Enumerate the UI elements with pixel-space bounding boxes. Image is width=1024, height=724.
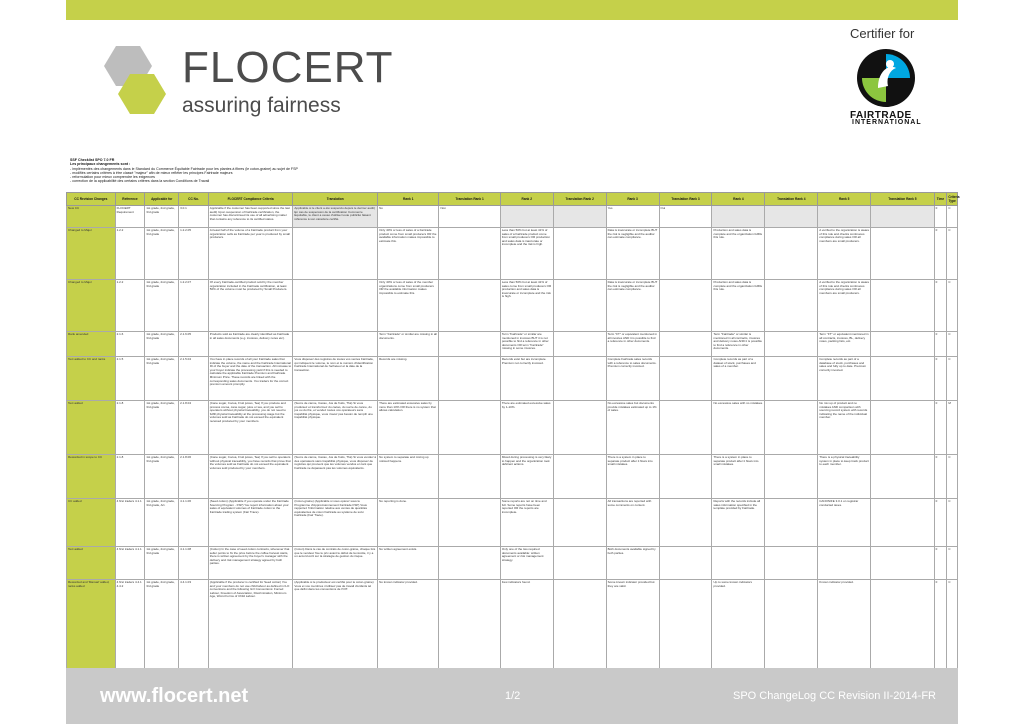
table-cell-app: 1st grade, 2nd grade, 3rd grade bbox=[145, 280, 179, 332]
table-cell-tr3 bbox=[659, 280, 712, 332]
table-cell-no: 4.1.1.08 bbox=[179, 547, 209, 580]
table-cell-r2 bbox=[500, 206, 553, 228]
table-cell-tr4 bbox=[765, 455, 818, 499]
table-cell-change: Reworded in scope to CC bbox=[67, 455, 116, 499]
column-header: Translation Rank 1 bbox=[439, 193, 500, 206]
column-header: Rank 1 bbox=[378, 193, 439, 206]
table-cell-time: 0 bbox=[934, 547, 947, 580]
table-cell-type: C bbox=[947, 206, 958, 228]
table-cell-r1: No known indicator provided. bbox=[378, 580, 439, 670]
column-header: Translation Rank 4 bbox=[765, 193, 818, 206]
table-cell-tr1 bbox=[439, 357, 500, 401]
table-cell-tr5 bbox=[871, 499, 934, 547]
table-cell-no: 2.1.8.04 bbox=[179, 401, 209, 455]
table-cell-r2: Less than 50% but at least 41% of sales come from small producers OR production and sales data is inaccurate or incomplete and the risk is high. bbox=[500, 280, 553, 332]
table-cell-app: 1st grade, 2nd grade, 3rd grade bbox=[145, 547, 179, 580]
table-cell-r4: Production and sales data is complete and the organization fulfills this rule. bbox=[712, 228, 765, 280]
table-cell-r4: Reports with the records include all sales information specified in the template provided by Fairtrade. bbox=[712, 499, 765, 547]
table-cell-change: Text added bbox=[67, 547, 116, 580]
table-cell-no: 4.1.1.06 bbox=[179, 499, 209, 547]
table-cell-tr bbox=[293, 280, 378, 332]
table-cell-r4: Complete records as part of a dataset of stock, purchases and sales of a member. bbox=[712, 357, 765, 401]
table-cell-tr4 bbox=[765, 228, 818, 280]
table-cell-app: 1st grade, 2nd grade, 3rd grade bbox=[145, 332, 179, 357]
table-cell-r4: Term "Fairtrade" or similar is mentioned in all contracts, invoices and delivery notes AND it is possible to find a reference in other documents. bbox=[712, 332, 765, 357]
table-cell-tr bbox=[293, 228, 378, 280]
table-cell-time: 0 bbox=[934, 332, 947, 357]
flocert-logo bbox=[96, 40, 394, 120]
table-cell-time: 0 bbox=[934, 280, 947, 332]
table-cell-no: 1.2.2.05 bbox=[179, 228, 209, 280]
table-cell-tr2 bbox=[553, 228, 606, 280]
table-cell-tr3 bbox=[659, 401, 712, 455]
intro-line: SSF Checklist SPO 7.0 FR bbox=[70, 158, 115, 162]
table-cell-tr1 bbox=[439, 580, 500, 670]
table-cell-r3: No excessive sales but documents provide mistakes estimated up to 1% of sales. bbox=[606, 401, 659, 455]
table-cell-tr3 bbox=[659, 580, 712, 670]
table-cell-r2: Less than 50% but at least 41% of sales of a Fairtrade product come from small producers OR production and sales data is inaccurate or incomplete and the risk is high. bbox=[500, 228, 553, 280]
column-header: Translation Rank 2 bbox=[553, 193, 606, 206]
fairtrade-sub: INTERNATIONAL bbox=[852, 119, 922, 126]
flocert-logo-icon bbox=[96, 40, 176, 120]
certifier-label: Certifier for bbox=[850, 26, 915, 41]
table-cell-tr5 bbox=[871, 206, 934, 228]
intro-line: - modifiés certains critères à être classé "majeur" afin de mieux refléter les principes Fairtrade majeurs bbox=[70, 170, 233, 175]
table-cell-r3: Some known indicator provided but they are valid. bbox=[606, 580, 659, 670]
table-cell-change: Reworded and 'Manual' added, ranks added bbox=[67, 580, 116, 670]
table-cell-cc: (Seed cotton) (Applicable if you operate under the Fairtrade Sourcing Program - FSP) You report information about your sales of equivalent volumes of Fairtrade cotton to the Fairtrade trading system (Fair Trace). bbox=[208, 499, 293, 547]
table-cell-change: Changed to Major bbox=[67, 280, 116, 332]
table-cell-type: C bbox=[947, 228, 958, 280]
fairtrade-name: FAIRTRADE bbox=[850, 110, 912, 121]
table-cell-ref: 1.2.2 bbox=[115, 228, 145, 280]
intro-line: - correction de la applicabilité des certains critères dans la section Conditions de Travail bbox=[70, 179, 210, 184]
table-cell-tr1 bbox=[439, 547, 500, 580]
table-cell-tr5 bbox=[871, 401, 934, 455]
column-header: CC Revision Changes bbox=[67, 193, 116, 206]
column-header: Rank 5 bbox=[818, 193, 871, 206]
table-cell-tr3 bbox=[659, 455, 712, 499]
table-cell-tr4 bbox=[765, 357, 818, 401]
table-cell-r4: No excessive sales with no mistakes. bbox=[712, 401, 765, 455]
table-cell-no: 4.4.1.03 bbox=[179, 580, 209, 670]
table-cell-r5: Complete records as part of a database of stock, purchases and sales and fully up to date. Premium correctly invoiced. bbox=[818, 357, 871, 401]
table-cell-cc: (Cane sugar, Cocoa, Fruit juices, Tea) If you produce and process cocoa, cane sugar, juice or tea, and you sell to operators without physical traceability, you do not need to fulfill physical traceability at the processing stage but the volumes sold as Fairtrade do not exceed the equivalent received produced by your members. bbox=[208, 401, 293, 455]
table-cell-change: Text added bbox=[67, 401, 116, 455]
table-cell-r1: No reporting is done. bbox=[378, 499, 439, 547]
table-cell-tr5 bbox=[871, 357, 934, 401]
table-cell-tr4 bbox=[765, 580, 818, 670]
table-cell-tr5 bbox=[871, 332, 934, 357]
table-cell-r2: Mixed during processing is very likely to happen and the organization took deficient actions. bbox=[500, 455, 553, 499]
table-cell-change: Changed to Major bbox=[67, 228, 116, 280]
table-cell-ref: 2.1.8 bbox=[115, 455, 145, 499]
table-cell-tr5 bbox=[871, 228, 934, 280]
table-row bbox=[67, 547, 958, 580]
table-cell-cc: (Applicable if the producer is certified for Seed cotton) You and your members do not use child labour as defined in ILO conventions and the following ILO Conventions: Forced Labour, Freedom of Association, Discrimination, Minimum Age, Worst Forms of Child Labour. bbox=[208, 580, 293, 670]
table-cell-tr: (Coton-graine) (Applicable si vous opérez sous le Programme d'Approvisionnement Fairtrade FSP) Vous rapportez l'information relative aux ventes de quantités équivalentes de coton Fairtrade au système de suivi Fairtrade (Fair Trace). bbox=[293, 499, 378, 547]
table-cell-r3: Term "FT" or equivalent mentioned in all invoices AND it is possible to find a reference in other documents. bbox=[606, 332, 659, 357]
changelog-table bbox=[66, 192, 958, 682]
column-header: Criteria Type bbox=[947, 193, 958, 206]
intro-line: - implémentés des changements dans le Standard du Commerce Équitable Fairtrade pour les plantes à fibres (le coton-graine) au sujet de FSP bbox=[70, 166, 298, 171]
intro-line: - reformulation pour mieux comprendre les exigences bbox=[70, 175, 155, 180]
table-cell-type: M bbox=[947, 401, 958, 455]
table-cell-tr3 bbox=[659, 547, 712, 580]
table-cell-change: New CC bbox=[67, 206, 116, 228]
table-cell-ref: 4 first traders 4.4.1 4.4.2 bbox=[115, 580, 145, 670]
table-cell-r5: A verified to the organization is aware of this rule and checks continuous compliance during sales OR all members are small producers. bbox=[818, 228, 871, 280]
table-cell-app: 1st grade, 2nd grade, 3rd grade bbox=[145, 455, 179, 499]
table-cell-type: C bbox=[947, 580, 958, 670]
table-cell-tr4 bbox=[765, 547, 818, 580]
table-cell-r1: No system to separate and mixing up noticed happens. bbox=[378, 455, 439, 499]
table-cell-tr3: Oui bbox=[659, 206, 712, 228]
column-header: Rank 3 bbox=[606, 193, 659, 206]
table-cell-r3: There is a system in place to separate product after it flows into small mistakes. bbox=[606, 455, 659, 499]
table-cell-tr2 bbox=[553, 401, 606, 455]
table-cell-tr1 bbox=[439, 401, 500, 455]
table-cell-r1: No written agreement exists. bbox=[378, 547, 439, 580]
table-cell-tr4 bbox=[765, 280, 818, 332]
table-cell-ref: 1.2.2 bbox=[115, 280, 145, 332]
table-cell-cc: (Cotton) In the case of seed cotton contracts, whenever that seller points to fix the price before the coffee harvest starts, there is written agreement by the buyer's manager with the delivery and risk management strategy agreed by both parties. bbox=[208, 547, 293, 580]
column-header: Reference bbox=[115, 193, 145, 206]
table-cell-time: 0 bbox=[934, 499, 947, 547]
table-cell-tr5 bbox=[871, 547, 934, 580]
table-cell-tr1: Non bbox=[439, 206, 500, 228]
table-cell-type: C bbox=[947, 357, 958, 401]
table-cell-app: 1st grade, 2nd grade, 3rd grade, Art. bbox=[145, 499, 179, 547]
table-cell-time: 0 bbox=[934, 401, 947, 455]
table-row bbox=[67, 206, 958, 228]
table-cell-app: 1st grade, 2nd grade, 3rd grade bbox=[145, 357, 179, 401]
table-cell-r2: There are estimated excessive sales by 1-10%. bbox=[500, 401, 553, 455]
column-header: Translation Rank 3 bbox=[659, 193, 712, 206]
table-cell-tr1 bbox=[439, 332, 500, 357]
column-header: CC No. bbox=[179, 193, 209, 206]
table-cell-r3: Yes bbox=[606, 206, 659, 228]
table-row bbox=[67, 357, 958, 401]
table-cell-tr4 bbox=[765, 332, 818, 357]
table-cell-tr bbox=[293, 332, 378, 357]
table-cell-r2: Some reports are not on time and full. Some reports have been reported OR the reports are incomplete. bbox=[500, 499, 553, 547]
table-cell-r5: CANONIFE 3.0.1 on registrar conducted taxes. bbox=[818, 499, 871, 547]
table-cell-r4: Up to some known indicators provided. bbox=[712, 580, 765, 670]
table-cell-r1: Only 40% or less of sales of a Fairtrade product come from small producers OR the available information makes impossible to estimate this. bbox=[378, 228, 439, 280]
table-cell-tr2 bbox=[553, 455, 606, 499]
table-cell-type: C bbox=[947, 455, 958, 499]
column-header: Applicable for bbox=[145, 193, 179, 206]
table-cell-r2: Only one of the two required documents available: written agreement or risk management strategy. bbox=[500, 547, 553, 580]
table-cell-time: 0 bbox=[934, 357, 947, 401]
column-header: Rank 2 bbox=[500, 193, 553, 206]
table-cell-tr1 bbox=[439, 455, 500, 499]
table-cell-tr1 bbox=[439, 228, 500, 280]
table-cell-tr2 bbox=[553, 332, 606, 357]
table-cell-type: C bbox=[947, 499, 958, 547]
table-cell-no: 2.1.6.05 bbox=[179, 332, 209, 357]
table-cell-tr3 bbox=[659, 228, 712, 280]
brand-tagline: assuring fairness bbox=[182, 94, 341, 117]
table-cell-type: C bbox=[947, 547, 958, 580]
table-cell-tr: (Sucre de canne, Cacao, Jus de fruits, Thé) Si vous produisez et transformez du cacao, du sucre de canne, du jus ou du thé, et vendez toutes vos opérateurs sans traçabilité physique, vous n'avez pas besoin de remplir une traçabilité physique. bbox=[293, 401, 378, 455]
table-cell-tr: Vous disposez des registres de toutes vos ventes Fairtrade, qui indiquent le volume, le nom et le numéro d'identification Fairtrade International de l'acheteur et la date de la transaction. bbox=[293, 357, 378, 401]
page-number: 1/2 bbox=[505, 690, 521, 702]
table-cell-app: 1st grade, 2nd grade, 3rd grade bbox=[145, 580, 179, 670]
table-cell-tr4 bbox=[765, 499, 818, 547]
document-reference: SPO ChangeLog CC Revision II-2014-FR bbox=[733, 690, 936, 702]
table-cell-tr4 bbox=[765, 206, 818, 228]
table-cell-tr: Applicable si le client a été suspendu depuis le dernier audit) En cas de suspension de la certification Commerce Équitable, le client a cessé d'utiliser toute publicité faisant référence à son caractère certifié. bbox=[293, 206, 378, 228]
table-cell-type: C bbox=[947, 280, 958, 332]
column-header: Translation bbox=[293, 193, 378, 206]
table-cell-time: 0 bbox=[934, 228, 947, 280]
table-cell-time: 0 bbox=[934, 580, 947, 670]
table-cell-tr2 bbox=[553, 357, 606, 401]
brand-name: FLOCERT bbox=[182, 43, 394, 92]
column-header: Time bbox=[934, 193, 947, 206]
table-cell-r3: Complete Fairtrade sales records with a reference to sales documents. Premium correctly invoiced. bbox=[606, 357, 659, 401]
table-cell-r1: Term "Fairtrade" or similar are missing in all documents. bbox=[378, 332, 439, 357]
table-cell-tr4 bbox=[765, 401, 818, 455]
table-cell-tr: (Sucre de canne, Cacao, Jus de fruits, Thé) Si vous vendez à des opérateurs sans traçabilité physique, vous disposez de registres qui prouvent que les volumes vendus en tant que Fairtrade ne dépassent pas les volumes équivalents. bbox=[293, 455, 378, 499]
table-cell-tr2 bbox=[553, 280, 606, 332]
table-cell-change: Rank amended bbox=[67, 332, 116, 357]
fairtrade-mark-icon bbox=[856, 48, 916, 108]
table-cell-ref: FLOCERT Requirement bbox=[115, 206, 145, 228]
table-row bbox=[67, 499, 958, 547]
table-row bbox=[67, 332, 958, 357]
table-cell-r2: Term "Fairtrade" or similar are mentioned in invoices BUT it is not possible to find a reference in other documents OR term "Fairtrade" missing in some invoices. bbox=[500, 332, 553, 357]
table-cell-r2: Records exist but are incomplete. Premium not correctly invoiced. bbox=[500, 357, 553, 401]
table-cell-tr2 bbox=[553, 206, 606, 228]
table-cell-tr3 bbox=[659, 357, 712, 401]
table-cell-tr3 bbox=[659, 332, 712, 357]
intro-notes bbox=[70, 158, 670, 184]
table-cell-cc: (Cane sugar, Cocoa, Fruit juices, Tea) If you sell to operators without physical traceability, you have records that prove that the volumes sold as Fairtrade do not exceed the equivalent volumes sold produced by your members. bbox=[208, 455, 293, 499]
table-cell-ref: 2.1.5 bbox=[115, 357, 145, 401]
table-cell-tr: (Coton) Dans le cas de contrats de coton-graine, chaque fois que le vendeur fixe le prix avant le début de la récolte, il y a un accord écrit sur la stratégie de gestion du risque. bbox=[293, 547, 378, 580]
table-cell-ref: 4 first traders 4.1.1 bbox=[115, 547, 145, 580]
table-cell-time: 0 bbox=[934, 455, 947, 499]
table-cell-time: 0 bbox=[934, 206, 947, 228]
table-cell-r5: A verified to the organization is aware of this rule and checks continuous compliance during sales OR all members are small producers. bbox=[818, 280, 871, 332]
table-cell-no: 1.2.2.07 bbox=[179, 280, 209, 332]
table-cell-tr: (Applicable si le producteur est certifié pour le coton-graine) Vous et vos membres n'utilisez pas de travail d'enfants tel que défini dans les conventions de l'OIT. bbox=[293, 580, 378, 670]
table-cell-ref: 2.1.6 bbox=[115, 332, 145, 357]
table-cell-cc: You have in place records of all your Fairtrade sales that indicate the volume, the name and the Fairtrade International ID of the buyer and the date of the transaction. All increase to your buyer indicate the processing yield if this is needed to calculate the applicable Fairtrade Premium and Fairtrade Minimum Price. These records are linked with the corresponding sales documents. You traders for the correct premium amount promptly. bbox=[208, 357, 293, 401]
table-cell-r5: Known indicator provided. bbox=[818, 580, 871, 670]
table-cell-tr5 bbox=[871, 455, 934, 499]
table-row bbox=[67, 280, 958, 332]
column-header: FLOCERT Compliance Criteria bbox=[208, 193, 293, 206]
table-cell-app: 1st grade, 2nd grade, 3rd grade bbox=[145, 401, 179, 455]
table-cell-r1: There are estimated excessive sales by more than 10% OR there is no system that allows calculation. bbox=[378, 401, 439, 455]
table-cell-no: 2.1.5.04 bbox=[179, 357, 209, 401]
table-cell-r3: Data is inaccurate or incomplete BUT the risk is negligible and the auditor can estimate compliance. bbox=[606, 228, 659, 280]
table-cell-r5: No mix up of product and no mistakes AND comparison with sourcing record system with records indicating the name of the individual member. bbox=[818, 401, 871, 455]
table-cell-tr3 bbox=[659, 499, 712, 547]
table-row bbox=[67, 228, 958, 280]
table-row bbox=[67, 455, 958, 499]
table-cell-app: 1st grade, 2nd grade, 3rd grade bbox=[145, 206, 179, 228]
table-cell-cc: At least half of the volume of a Fairtrade product from your organization sells as Fairtrade per year is produced by small producers. bbox=[208, 228, 293, 280]
column-header: Rank 4 bbox=[712, 193, 765, 206]
table-cell-no: 2.1.8.06 bbox=[179, 455, 209, 499]
table-cell-tr2 bbox=[553, 580, 606, 670]
table-cell-tr2 bbox=[553, 499, 606, 547]
table-cell-r5: There is a physical traceability system in place to keep track product to each member. bbox=[818, 455, 871, 499]
table-cell-change: Text added to CC and ranks bbox=[67, 357, 116, 401]
table-cell-tr2 bbox=[553, 547, 606, 580]
table-cell-cc: Products sold as Fairtrade are clearly identified as Fairtrade in all sales documents (e.g. invoices, delivery notes etc). bbox=[208, 332, 293, 357]
table-cell-app: 1st grade, 2nd grade, 3rd grade bbox=[145, 228, 179, 280]
table-cell-r2: Few indicators found. bbox=[500, 580, 553, 670]
table-cell-type: C bbox=[947, 332, 958, 357]
table-cell-cc: Applicable if the customer has been supported since the last audit) Upon suspension of Fairtrade certification, the customer has discontinued its use of all advertising matter that contains any reference to its certified status. bbox=[208, 206, 293, 228]
table-cell-r4 bbox=[712, 547, 765, 580]
table-cell-r1: Only 40% or less of sales of the member organizations come from small producers OR the available information makes impossible to estimate this. bbox=[378, 280, 439, 332]
column-header: Translation Rank 5 bbox=[871, 193, 934, 206]
table-cell-r1: Records are missing. bbox=[378, 357, 439, 401]
table-cell-r4: Production and sales data is complete and the organization fulfills this rule. bbox=[712, 280, 765, 332]
top-accent-bar bbox=[66, 0, 958, 20]
table-cell-cc: Of every Fairtrade-certified product sold by the member organization included in the Fairtrade certification, at least 50% of the volume must be produced by Small Producers. bbox=[208, 280, 293, 332]
table-cell-ref: 4 first traders 4.1.1 bbox=[115, 499, 145, 547]
table-cell-no: 3.0.1 bbox=[179, 206, 209, 228]
table-cell-r4: There is a system in place to separate product after it flows into small mistakes. bbox=[712, 455, 765, 499]
intro-line: Les principaux changements sont : bbox=[70, 162, 131, 167]
table-cell-tr1 bbox=[439, 499, 500, 547]
table-cell-r5 bbox=[818, 547, 871, 580]
table-cell-tr1 bbox=[439, 280, 500, 332]
table-cell-ref: 2.1.8 bbox=[115, 401, 145, 455]
table-cell-r5 bbox=[818, 206, 871, 228]
table-cell-change: CC added bbox=[67, 499, 116, 547]
footer-url: www.flocert.net bbox=[100, 685, 249, 707]
table-cell-tr5 bbox=[871, 580, 934, 670]
table-cell-r3: Both documents available signed by both parties. bbox=[606, 547, 659, 580]
table-row bbox=[67, 401, 958, 455]
table-row bbox=[67, 580, 958, 670]
table-cell-r3: All transactions are reported with some comments on content. bbox=[606, 499, 659, 547]
table-cell-r1: No bbox=[378, 206, 439, 228]
table-cell-r4 bbox=[712, 206, 765, 228]
table-cell-r3: Data is inaccurate or incomplete BUT the risk is negligible and the auditor can estimate compliance. bbox=[606, 280, 659, 332]
table-cell-tr5 bbox=[871, 280, 934, 332]
table-header-row bbox=[67, 193, 958, 206]
table-cell-r5: Term "FT" or equivalent mentioned in all contracts, invoices, BL, delivery notes, packing lists, etc. bbox=[818, 332, 871, 357]
